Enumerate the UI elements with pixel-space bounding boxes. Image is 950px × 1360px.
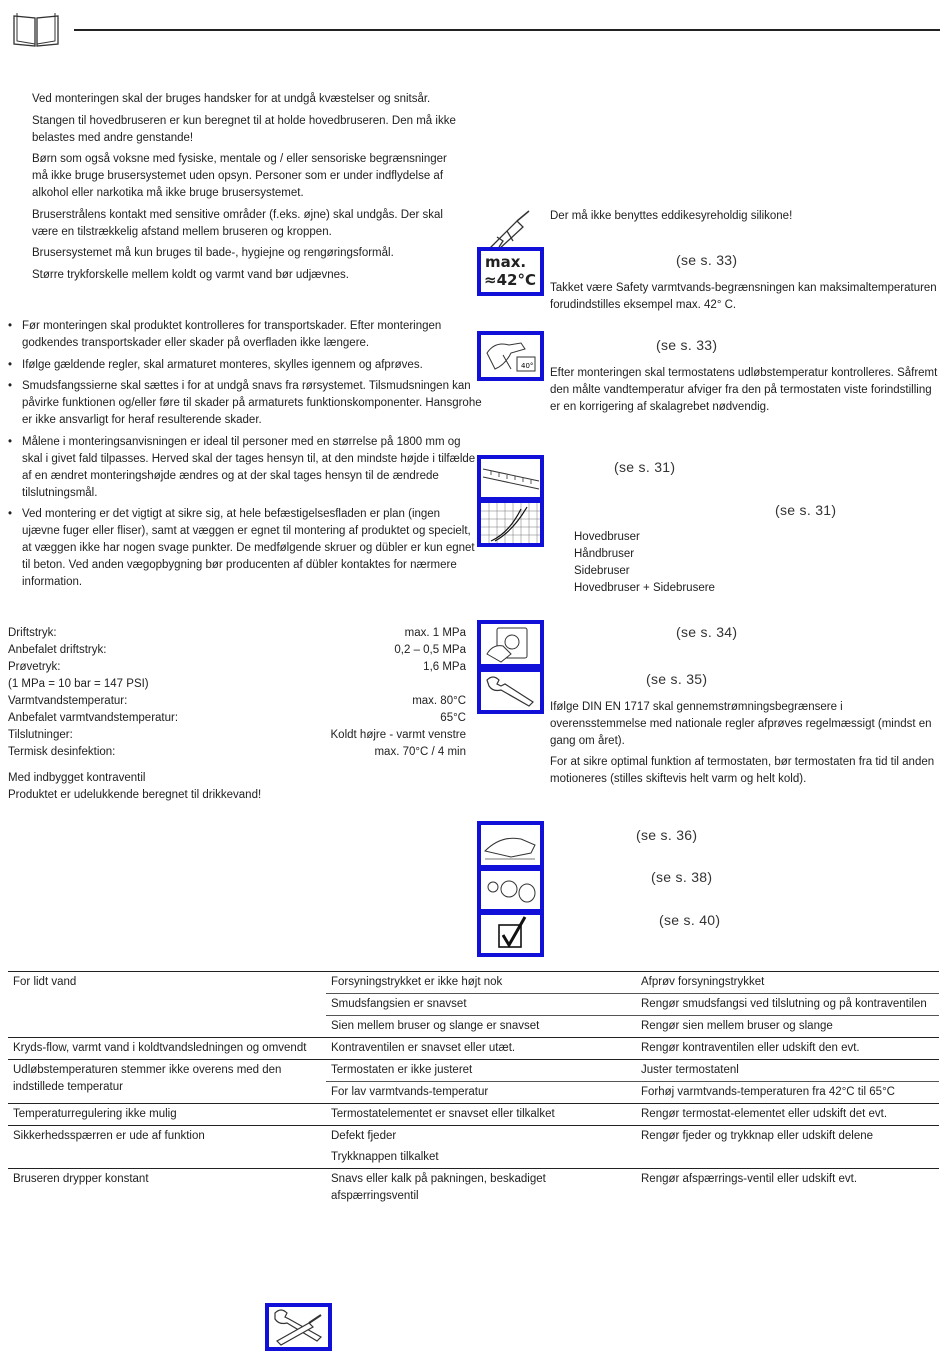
problem-cell: Udløbstemperaturen stemmer ikke overens med den indstillede temperatur	[8, 1060, 326, 1104]
spec-note: Produktet er udelukkende beregnet til drikkevand!	[8, 789, 262, 801]
cause-cell: Sien mellem bruser og slange er snavset	[326, 1016, 636, 1038]
fix-cell: Rengør smudsfangsi ved tilslutning og på kontraventilen	[636, 994, 939, 1016]
thermometer-hand-icon	[477, 331, 544, 381]
silicone-warning: Der må ikke benyttes eddikesyreholdig silikone!	[550, 210, 793, 222]
page-ref: (se s. 33)	[676, 252, 738, 268]
spec-label: (1 MPa = 10 bar = 147 PSI)	[8, 678, 149, 690]
scale-ruler-icon	[477, 455, 544, 501]
spec-value: max. 1 MPa	[404, 627, 466, 639]
table-row	[8, 1104, 939, 1126]
thermostat-check-text: Efter monteringen skal termostatens udløbstemperatur kontrolleres. Såfremt den målte vandtemperatur afviger fra den på termostaten viste forindstilling er en korrigering af skalagrebet nødvendig.	[550, 367, 938, 413]
fix-cell: Rengør fjeder og trykknap eller udskift delene	[636, 1126, 939, 1169]
spec-value: max. 80°C	[412, 695, 466, 707]
cause-cell: Termostatelementet er snavset eller tilkalket	[326, 1104, 636, 1126]
safety-text: Børn som også voksne med fysiske, mentale og / eller sensoriske begrænsninger må ikke bruge brusersystemet uden opsyn. Personer som er under indflydelse af alkohol eller narkotika må ikke bruge brusersystemet.	[32, 153, 447, 199]
cause-cell: Smudsfangsien er snavset	[326, 994, 636, 1016]
spec-value: 1,6 MPa	[423, 661, 466, 673]
spec-value: 0,2 – 0,5 MPa	[394, 644, 466, 656]
problem-cell: Temperaturregulering ikke mulig	[8, 1104, 326, 1126]
table-row	[8, 972, 939, 994]
cause-cell: For lav varmtvands-temperatur	[326, 1082, 636, 1104]
safety-text: Brusersystemet må kun bruges til bade-, hygiejne og rengøringsformål.	[32, 247, 394, 259]
fix-cell: Rengør sien mellem bruser og slange	[636, 1016, 939, 1038]
spec-label: Anbefalet driftstryk:	[8, 644, 107, 656]
troubleshooting-table	[8, 971, 939, 1207]
din-text: Ifølge DIN EN 1717 skal gennemstrømningsbegrænsere i overensstemmelse med nationale regler afprøves regelmæssigt (mindst en gang om året).	[550, 701, 932, 747]
tools-icon	[265, 1303, 332, 1351]
page-ref: (se s. 31)	[775, 502, 837, 518]
max-temp-icon: max. ≈42°C	[477, 247, 544, 296]
cause-cell: Trykknappen tilkalket	[331, 1151, 439, 1163]
page-ref: (se s. 38)	[651, 869, 713, 885]
technical-specs	[8, 625, 466, 804]
page-ref: (se s. 40)	[659, 912, 721, 928]
spec-label: Tilslutninger:	[8, 729, 73, 741]
book-icon	[12, 10, 60, 48]
spec-label: Varmtvandstemperatur:	[8, 695, 128, 707]
safety-text: Bruserstrålens kontakt med sensitive områder (f.eks. øjne) skal undgås. Der skal være en tilstrækkelig afstand mellem bruseren og kroppen.	[32, 209, 443, 238]
safety-text: Stangen til hovedbruseren er kun beregnet til at holde hovedbruseren. Den må ikke belastes med andre genstande!	[32, 115, 456, 144]
list-item: Håndbruser	[574, 548, 635, 560]
fix-cell: Juster termostatenl	[636, 1060, 939, 1082]
problem-cell: Kryds-flow, varmt vand i koldtvandsledningen og omvendt	[8, 1038, 326, 1060]
header-rule	[74, 29, 940, 31]
spec-label: Prøvetryk:	[8, 661, 61, 673]
table-row	[8, 1169, 939, 1208]
fix-cell: Afprøv forsyningstrykket	[636, 972, 939, 994]
svg-text:40°: 40°	[521, 362, 534, 370]
table-row	[8, 1060, 939, 1082]
cause-cell: Defekt fjeder	[326, 1126, 636, 1148]
hand-turning-knob-icon	[477, 620, 544, 668]
page-ref: (se s. 34)	[676, 624, 738, 640]
list-item: Hovedbruser	[574, 531, 640, 543]
spec-label: Anbefalet varmtvandstemperatur:	[8, 712, 179, 724]
fix-cell: Rengør kontraventilen eller udskift den evt.	[636, 1038, 939, 1060]
cause-cell: Termostaten er ikke justeret	[326, 1060, 636, 1082]
page-ref: (se s. 36)	[636, 827, 698, 843]
grid-graph-icon	[477, 499, 544, 547]
wrench-icon	[477, 668, 544, 714]
problem-cell: Sikkerhedsspærren er ude af funktion	[8, 1126, 326, 1169]
install-note: • Før monteringen skal produktet kontrolleres for transportskader. Efter monteringen godkendes transportskader eller skader på overfladen ikke længere.	[8, 318, 480, 352]
table-row	[8, 1038, 939, 1060]
problem-cell: For lidt vand	[8, 972, 326, 1038]
checkbox-icon	[477, 911, 544, 957]
shower-list	[574, 529, 715, 597]
fix-cell: Rengør afspærrings-ventil eller udskift evt.	[636, 1169, 939, 1208]
fix-cell: Rengør termostat-elementet eller udskift det evt.	[636, 1104, 939, 1126]
spec-label: Driftstryk:	[8, 627, 57, 639]
function-text: For at sikre optimal funktion af termostaten, bør termostaten fra tid til anden motioneres (stilles skiftevis helt varm og helt kold).	[550, 756, 935, 785]
fix-cell: Forhøj varmtvands-temperaturen fra 42°C til 65°C	[636, 1082, 939, 1104]
page-ref: (se s. 35)	[646, 671, 708, 687]
list-item: Hovedbruser + Sidebrusere	[574, 582, 715, 594]
install-note: • Ifølge gældende regler, skal armaturet monteres, skylles igennem og afprøves.	[8, 357, 480, 374]
safety-text: Ved monteringen skal der bruges handsker for at undgå kvæstelser og snitsår.	[32, 93, 431, 105]
install-note: • Målene i monteringsanvisningen er ideal til personer med en størrelse på 1800 mm og skal i givet fald tilpasses. Herved skal der tages hensyn til, at den mindste højde i tilfælde af en ændret monteringshøjde ændres og at der skal tages hensyn til de ændrede tilslutningsmål.	[8, 434, 478, 502]
install-note: • Smudsfangssierne skal sættes i for at undgå snavs fra rørsystemet. Tilsmudsningen kan påvirke funktionen og/eller føre til skader på armaturets funktionskomponenter. Hansgrohe er ikke ansvarligt for heraf resulterende skader.	[8, 378, 482, 429]
install-note: • Ved montering er det vigtigt at sikre sig, at hele befæstigelsesfladen er plan (ingen ujævne fuger eller fliser), samt at væggen er egnet til montering af produktet og specielt, at væggen ikke har nogen svage punkter. De medfølgende skruer og dübler er kun egnet til beton. Ved anden vægopbygning bør producenten af dübler kontaktes for nærmere information.	[8, 506, 480, 591]
list-item: Sidebruser	[574, 565, 630, 577]
cartridge-parts-icon	[477, 867, 544, 913]
silicone-gun-icon	[487, 207, 537, 251]
cause-cell: Kontraventilen er snavset eller utæt.	[326, 1038, 636, 1060]
cause-cell: Snavs eller kalk på pakningen, beskadiget afspærringsventil	[326, 1169, 636, 1208]
page-ref: (se s. 33)	[656, 337, 718, 353]
cause-cell: Forsyningstrykket er ikke højt nok	[326, 972, 636, 994]
safety-limit-text: Takket være Safety varmtvands-begrænsningen kan maksimaltemperaturen forudindstilles eksempel max. 42° C.	[550, 282, 937, 311]
spec-label: Termisk desinfektion:	[8, 746, 116, 758]
spec-value: Koldt højre - varmt venstre	[330, 729, 466, 741]
spec-value: max. 70°C / 4 min	[374, 746, 466, 758]
spec-value: 65°C	[440, 712, 466, 724]
table-row	[8, 1126, 939, 1148]
spec-note: Med indbygget kontraventil	[8, 772, 146, 784]
safety-text: Større trykforskelle mellem koldt og varmt vand bør udjævnes.	[32, 269, 349, 281]
page-ref: (se s. 31)	[614, 459, 676, 475]
problem-cell: Bruseren drypper konstant	[8, 1169, 326, 1208]
hand-wipe-icon	[477, 821, 544, 869]
